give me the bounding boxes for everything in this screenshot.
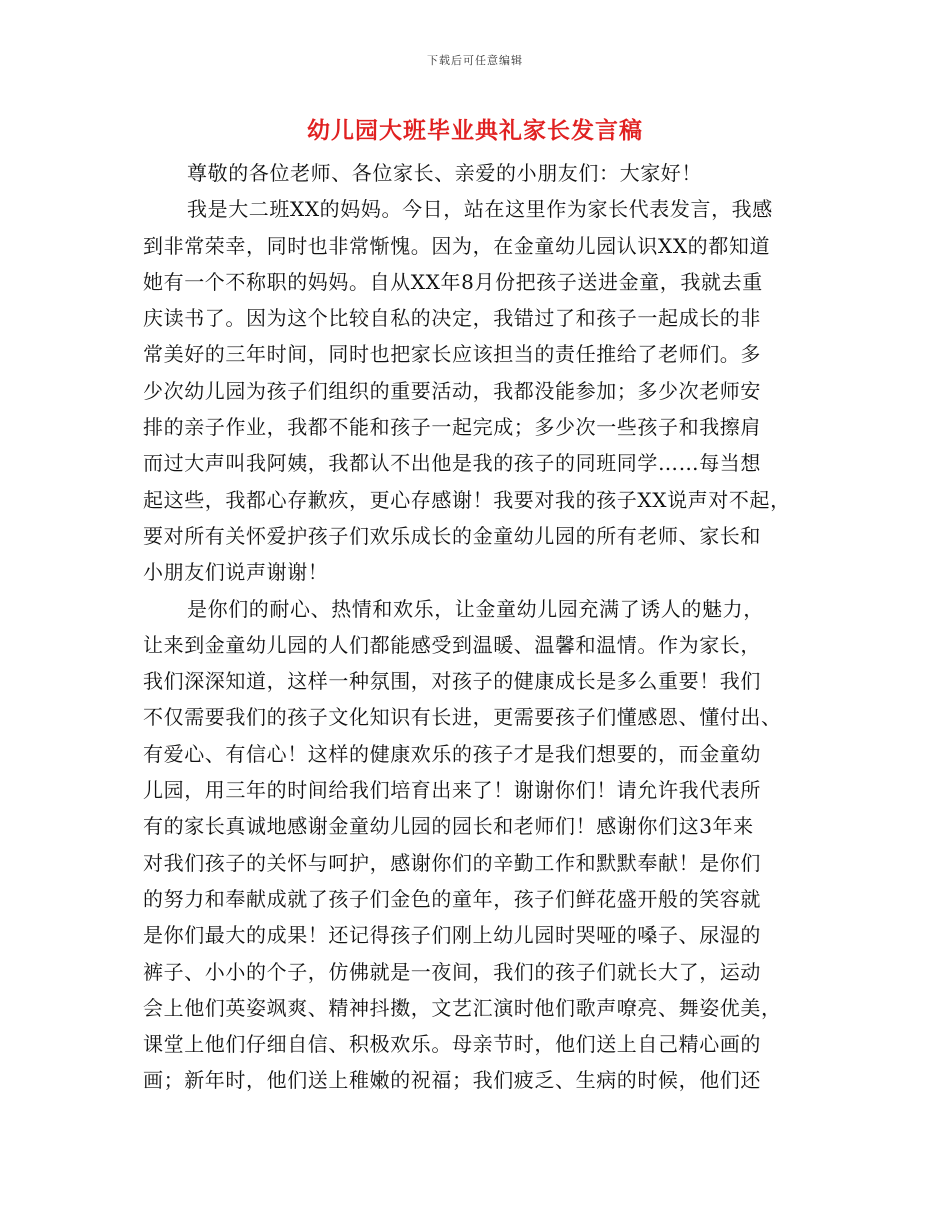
body-line: 让来到金童幼儿园的人们都能感受到温暖、温馨和温情。作为家长， [143,632,761,657]
body-line: 有爱心、有信心！这样的健康欢乐的孩子才是我们想要的，而金童幼 [143,741,761,766]
body-line: 儿园，用三年的时间给我们培育出来了！谢谢你们！请允许我代表所 [143,778,761,803]
body-line: 我是大二班XX的妈妈。今日，站在这里作为家长代表发言，我感 [187,197,773,222]
body-line: 她有一个不称职的妈妈。自从XX年8月份把孩子送进金童，我就去重 [143,269,763,294]
body-line: 对我们孩子的关怀与呵护，感谢你们的辛勤工作和默默奉献！是你们 [143,850,761,875]
body-line: 排的亲子作业，我都不能和孩子一起完成；多少次一些孩子和我擦肩 [143,415,761,440]
body-line: 是你们最大的成果！还记得孩子们刚上幼儿园时哭哑的嗓子、尿湿的 [143,923,761,948]
body-line: 是你们的耐心、热情和欢乐，让金童幼儿园充满了诱人的魅力， [187,596,764,621]
body-line: 常美好的三年时间，同时也把家长应该担当的责任推给了老师们。多 [143,342,761,367]
body-line: 要对所有关怀爱护孩子们欢乐成长的金童幼儿园的所有老师、家长和 [143,523,761,548]
body-line: 课堂上他们仔细自信、积极欢乐。母亲节时，他们送上自己精心画的 [143,1032,761,1057]
body-line: 的努力和奉献成就了孩子们金色的童年，孩子们鲜花盛开般的笑容就 [143,886,761,911]
body-line: 到非常荣幸，同时也非常惭愧。因为，在金童幼儿园认识XX的都知道 [143,233,771,258]
document-body [143,155,833,1099]
page-header-note: 下载后可任意编辑 [427,54,523,67]
body-line: 画；新年时，他们送上稚嫩的祝福；我们疲乏、生病的时候，他们还 [143,1068,761,1093]
body-line: 起这些，我都心存歉疚，更心存感谢！我要对我的孩子XX说声对不起， [143,487,791,512]
body-line: 而过大声叫我阿姨，我都认不出他是我的孩子的同班同学……每当想 [143,451,761,476]
document-title: 幼儿园大班毕业典礼家长发言稿 [307,117,643,144]
body-line: 我们深深知道，这样一种氛围，对孩子的健康成长是多么重要！我们 [143,669,761,694]
body-line: 不仅需要我们的孩子文化知识有长进，更需要孩子们懂感恩、懂付出、 [143,705,782,730]
body-line: 尊敬的各位老师、各位家长、亲爱的小朋友们：大家好！ [187,161,702,185]
body-line: 小朋友们说声谢谢！ [143,560,329,585]
body-line: 会上他们英姿飒爽、精神抖擞，文艺汇演时他们歌声嘹亮、舞姿优美， [143,995,782,1020]
body-line: 少次幼儿园为孩子们组织的重要活动，我都没能参加；多少次老师安 [143,378,761,403]
body-line: 庆读书了。因为这个比较自私的决定，我错过了和孩子一起成长的非 [143,306,761,331]
body-line: 有的家长真诚地感谢金童幼儿园的园长和老师们！感谢你们这3年来 [143,814,754,839]
body-line: 裤子、小小的个子，仿佛就是一夜间，我们的孩子们就长大了，运动 [143,959,761,984]
